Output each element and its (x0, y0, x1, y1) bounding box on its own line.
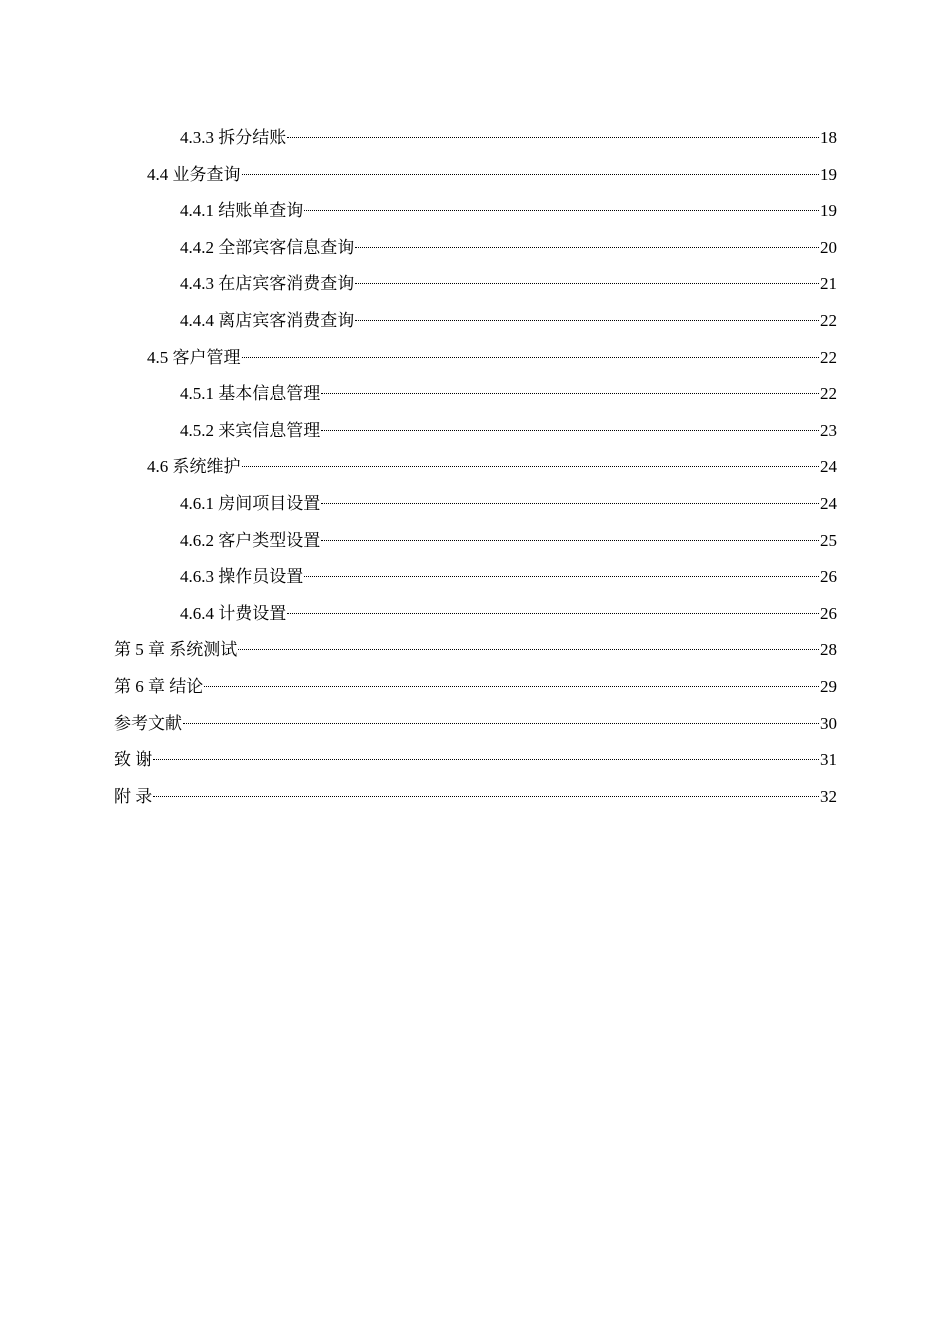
toc-dot-leader (287, 613, 819, 614)
toc-page-number: 25 (820, 530, 837, 550)
table-of-contents (114, 120, 837, 815)
toc-page-number: 18 (820, 128, 837, 147)
toc-dot-leader (238, 649, 819, 650)
toc-dot-leader (242, 174, 820, 175)
toc-entry-label: 致 谢 (114, 750, 153, 770)
toc-dot-leader (287, 137, 819, 138)
toc-entry-4-5[interactable] (114, 340, 837, 377)
toc-dot-leader (321, 540, 819, 541)
toc-entry-4-3-3[interactable] (114, 120, 837, 157)
toc-entry-label: 4.4 业务查询 (147, 164, 241, 184)
toc-dot-leader (304, 576, 819, 577)
toc-page-number: 26 (820, 603, 837, 623)
toc-page-number: 28 (820, 640, 837, 660)
toc-page-number: 29 (820, 676, 837, 696)
toc-entry-label: 第 5 章 系统测试 (114, 640, 238, 660)
toc-entry-4-6-2[interactable] (114, 523, 837, 560)
toc-dot-leader (304, 210, 819, 211)
toc-dot-leader (183, 723, 819, 724)
toc-entry-acknowledgements[interactable] (114, 742, 837, 779)
toc-dot-leader (321, 430, 819, 431)
toc-page-number: 20 (820, 237, 837, 257)
toc-entry-4-6-4[interactable] (114, 596, 837, 633)
toc-dot-leader (355, 247, 819, 248)
toc-entry-label: 4.6.2 客户类型设置 (180, 530, 321, 550)
toc-page-number: 23 (820, 420, 837, 440)
toc-page-number: 22 (820, 384, 837, 404)
toc-page-number: 19 (820, 164, 837, 184)
toc-dot-leader (355, 283, 819, 284)
toc-entry-label: 4.5.1 基本信息管理 (180, 384, 321, 404)
toc-page-number: 30 (820, 713, 837, 733)
toc-entry-4-4-4[interactable] (114, 303, 837, 340)
toc-entry-label: 4.3.3 拆分结账 (180, 128, 287, 147)
toc-dot-leader (242, 357, 820, 358)
toc-page-number: 22 (820, 347, 837, 367)
toc-entry-label: 4.4.3 在店宾客消费查询 (180, 274, 355, 294)
toc-entry-4-6[interactable] (114, 449, 837, 486)
toc-entry-label: 4.5 客户管理 (147, 347, 241, 367)
toc-page-number: 24 (820, 493, 837, 513)
toc-dot-leader (204, 686, 819, 687)
toc-page-number: 26 (820, 567, 837, 587)
toc-entry-label: 4.5.2 来宾信息管理 (180, 420, 321, 440)
toc-dot-leader (242, 466, 820, 467)
toc-dot-leader (321, 503, 819, 504)
toc-dot-leader (153, 796, 819, 797)
toc-dot-leader (153, 759, 819, 760)
toc-page-number: 22 (820, 310, 837, 330)
toc-entry-appendix[interactable] (114, 779, 837, 816)
toc-page-number: 31 (820, 750, 837, 770)
toc-entry-label: 4.6.4 计费设置 (180, 603, 287, 623)
toc-entry-label: 4.4.4 离店宾客消费查询 (180, 310, 355, 330)
toc-page-number: 21 (820, 274, 837, 294)
toc-entry-label: 参考文献 (114, 713, 182, 733)
toc-entry-chapter-6[interactable] (114, 669, 837, 706)
toc-entry-label: 4.6 系统维护 (147, 457, 241, 477)
toc-entry-4-5-1[interactable] (114, 376, 837, 413)
toc-entry-label: 4.4.1 结账单查询 (180, 201, 304, 221)
toc-page-number: 32 (820, 786, 837, 806)
toc-entry-4-4-3[interactable] (114, 266, 837, 303)
toc-page-number: 19 (820, 201, 837, 221)
toc-entry-4-5-2[interactable] (114, 413, 837, 450)
toc-entry-label: 第 6 章 结论 (114, 676, 204, 696)
toc-entry-label: 4.6.3 操作员设置 (180, 567, 304, 587)
toc-entry-references[interactable] (114, 706, 837, 743)
toc-entry-4-6-1[interactable] (114, 486, 837, 523)
toc-entry-label: 4.4.2 全部宾客信息查询 (180, 237, 355, 257)
toc-entry-4-4[interactable] (114, 157, 837, 194)
toc-entry-4-4-2[interactable] (114, 230, 837, 267)
toc-entry-chapter-5[interactable] (114, 632, 837, 669)
toc-entry-label: 附 录 (114, 786, 153, 806)
toc-entry-label: 4.6.1 房间项目设置 (180, 493, 321, 513)
toc-dot-leader (321, 393, 819, 394)
toc-entry-4-4-1[interactable] (114, 193, 837, 230)
toc-dot-leader (355, 320, 819, 321)
toc-page-number: 24 (820, 457, 837, 477)
toc-entry-4-6-3[interactable] (114, 559, 837, 596)
